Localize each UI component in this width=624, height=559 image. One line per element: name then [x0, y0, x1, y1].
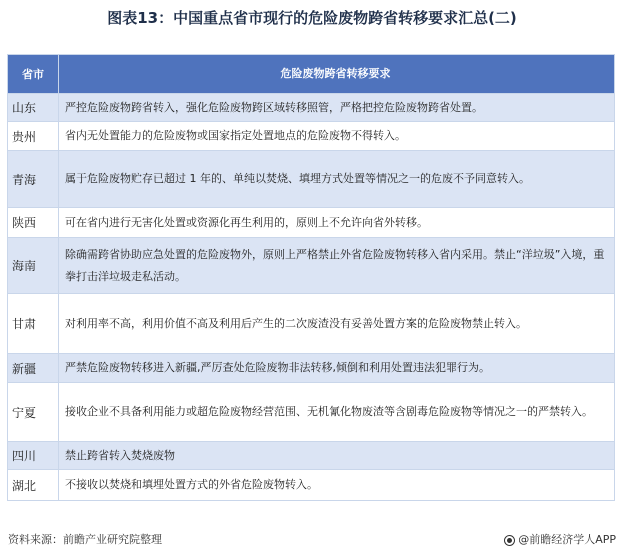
row-requirement: 属于危险废物贮存已超过 1 年的、单纯以焚烧、填埋方式处置等情况之一的危废不予同意转入。 [59, 151, 615, 207]
row-requirement: 除确需跨省协助应急处置的危险废物外，原则上严格禁止外省危险废物转移入省内采用。禁止“洋垃圾”入境，重拳打击洋垃圾走私活动。 [59, 238, 615, 293]
row-requirement: 严禁危险废物转移进入新疆,严厉查处危险废物非法转移,倾倒和利用处置违法犯罪行为。 [59, 354, 615, 382]
row-province: 新疆 [8, 354, 59, 382]
header-requirement: 危险废物跨省转移要求 [59, 55, 615, 93]
row-province: 陕西 [8, 208, 59, 237]
row-requirement: 可在省内进行无害化处置或资源化再生利用的，原则上不允许向省外转移。 [59, 208, 615, 237]
row-requirement: 接收企业不具备利用能力或超危险废物经营范围、无机氰化物废渣等含剧毒危险废物等情况之一的严禁转入。 [59, 383, 615, 441]
table-row [8, 151, 615, 208]
row-province: 海南 [8, 238, 59, 293]
row-province: 甘肃 [8, 294, 59, 353]
page-title: 图表13：中国重点省市现行的危险废物跨省转移要求汇总(二) [107, 9, 517, 27]
row-requirement: 严控危险废物跨省转入，强化危险废物跨区域转移照管，严格把控危险废物跨省处置。 [59, 94, 615, 121]
table-row [8, 294, 615, 354]
source-note: 资料来源：前瞻产业研究院整理 [8, 533, 162, 546]
table-row [8, 442, 615, 470]
brand-logo-icon [504, 535, 515, 546]
table-row [8, 94, 615, 122]
brand-mark [504, 529, 616, 551]
row-requirement: 禁止跨省转入焚烧废物 [59, 442, 615, 469]
table-row [8, 470, 615, 501]
table-row [8, 238, 615, 294]
brand-text: @前瞻经济学人APP [518, 533, 616, 546]
requirements-table [7, 54, 615, 501]
table-row [8, 383, 615, 442]
row-requirement: 省内无处置能力的危险废物或国家指定处置地点的危险废物不得转入。 [59, 122, 615, 150]
row-province: 贵州 [8, 122, 59, 150]
row-province: 湖北 [8, 470, 59, 500]
table-row [8, 354, 615, 383]
row-requirement: 对利用率不高，利用价值不高及利用后产生的二次废渣没有妥善处置方案的危险废物禁止转入。 [59, 294, 615, 353]
row-province: 四川 [8, 442, 59, 469]
footer [8, 529, 616, 551]
row-province: 山东 [8, 94, 59, 121]
row-province: 宁夏 [8, 383, 59, 441]
row-province: 青海 [8, 151, 59, 207]
table-header-row [8, 55, 615, 94]
header-province: 省市 [8, 55, 59, 93]
row-requirement: 不接收以焚烧和填埋处置方式的外省危险废物转入。 [59, 470, 615, 500]
table-row [8, 208, 615, 238]
table-row [8, 122, 615, 151]
